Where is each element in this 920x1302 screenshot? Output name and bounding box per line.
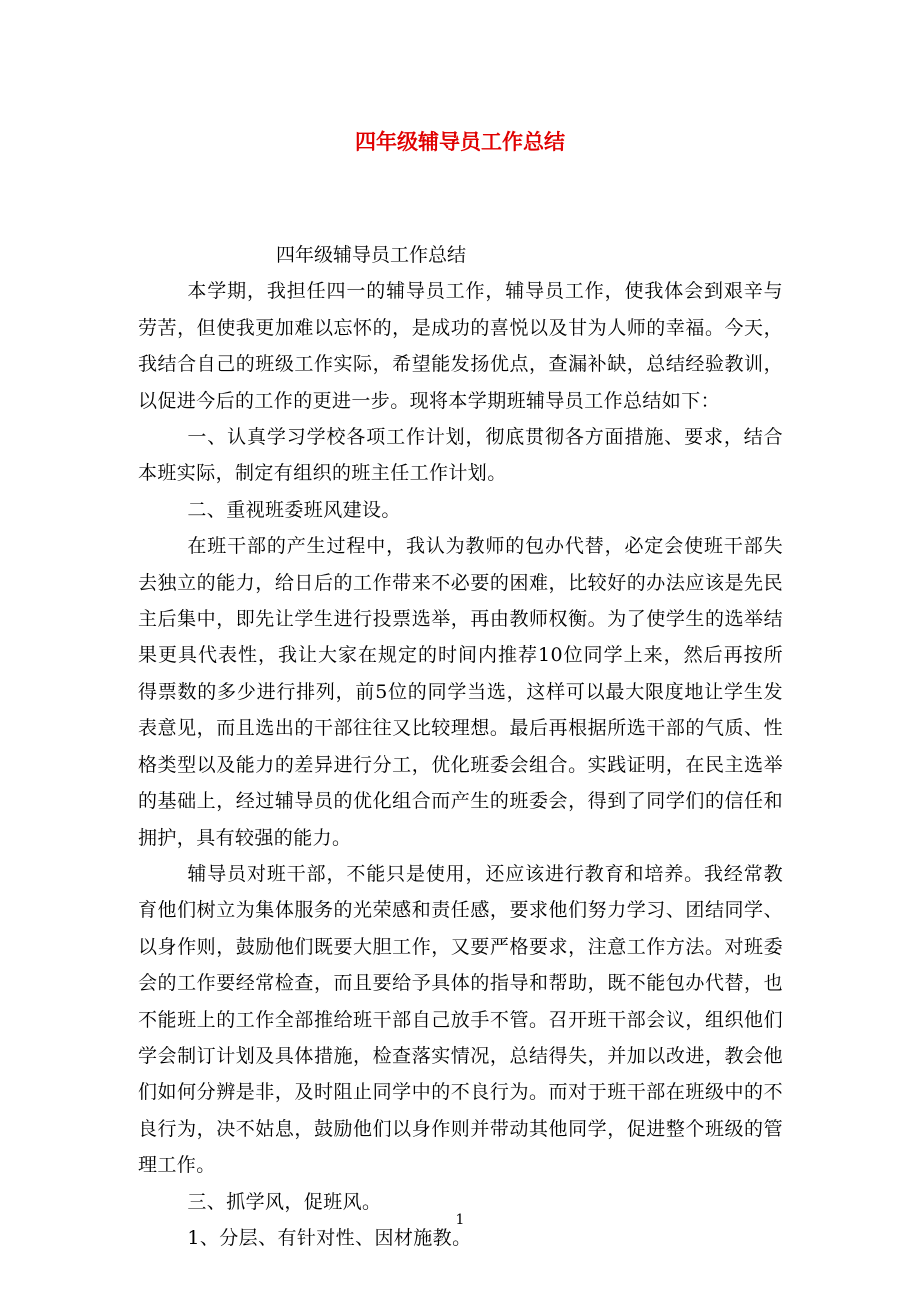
page-number: 1 — [455, 1212, 465, 1228]
paragraph-class-cadre-election: 在班干部的产生过程中，我认为教师的包办代替，必定会使班干部失去独立的能力，给日后的工作带来不必要的困难，比较好的办法应该是先民主后集中，即先让学生进行投票选举，再由教师权衡。为了使学生的选举结果更具代表性，我让大家在规定的时间内推荐10位同学上来，然后再按所得票数的多少进行排列，前5位的同学当选，这样可以最大限度地让学生发表意见，而且选出的干部往往又比较理想。最后再根据所选干部的气质、性格类型以及能力的差异进行分工，优化班委会组合。实践证明，在民主选举的基础上，经过辅导员的优化组合而产生的班委会，得到了同学们的信任和拥护，具有较强的能力。 — [138, 535, 783, 849]
paragraph-section-3-heading: 三、抓学风，促班风。 — [187, 1190, 382, 1213]
paragraph-section-2-heading: 二、重视班委班风建设。 — [187, 498, 401, 521]
paragraph-class-cadre-training: 辅导员对班干部，不能只是使用，还应该进行教育和培养。我经常教育他们树立为集体服务的光荣感和责任感，要求他们努力学习、团结同学、以身作则，鼓励他们既要大胆工作，又要严格要求，注意工作方法。对班委会的工作要经常检查，而且要给予具体的指导和帮助，既不能包办代替，也不能班上的工作全部推给班干部自己放手不管。召开班干部会议，组织他们学会制订计划及具体措施，检查落实情况，总结得失，并加以改进，教会他们如何分辨是非，及时阻止同学中的不良行为。而对于班干部在班级中的不良行为，决不姑息，鼓励他们以身作则并带动其他同学，促进整个班级的管理工作。 — [138, 862, 783, 1177]
paragraph-intro: 本学期，我担任四一的辅导员工作，辅导员工作，使我体会到艰辛与劳苦，但使我更加难以忘怀的，是成功的喜悦以及甘为人师的幸福。今天，我结合自己的班级工作实际，希望能发扬优点，查漏补缺，总结经验教训，以促进今后的工作的更进一步。现将本学期班辅导员工作总结如下： — [138, 280, 783, 412]
document-body — [138, 237, 783, 1256]
document-title: 四年级辅导员工作总结 — [355, 130, 565, 154]
paragraph-section-1: 一、认真学习学校各项工作计划，彻底贯彻各方面措施、要求，结合本班实际，制定有组织的班主任工作计划。 — [138, 426, 783, 485]
paragraph-section-3-item-1: 1、分层、有针对性、因材施教。 — [187, 1226, 472, 1249]
document-subtitle: 四年级辅导员工作总结 — [276, 244, 467, 266]
